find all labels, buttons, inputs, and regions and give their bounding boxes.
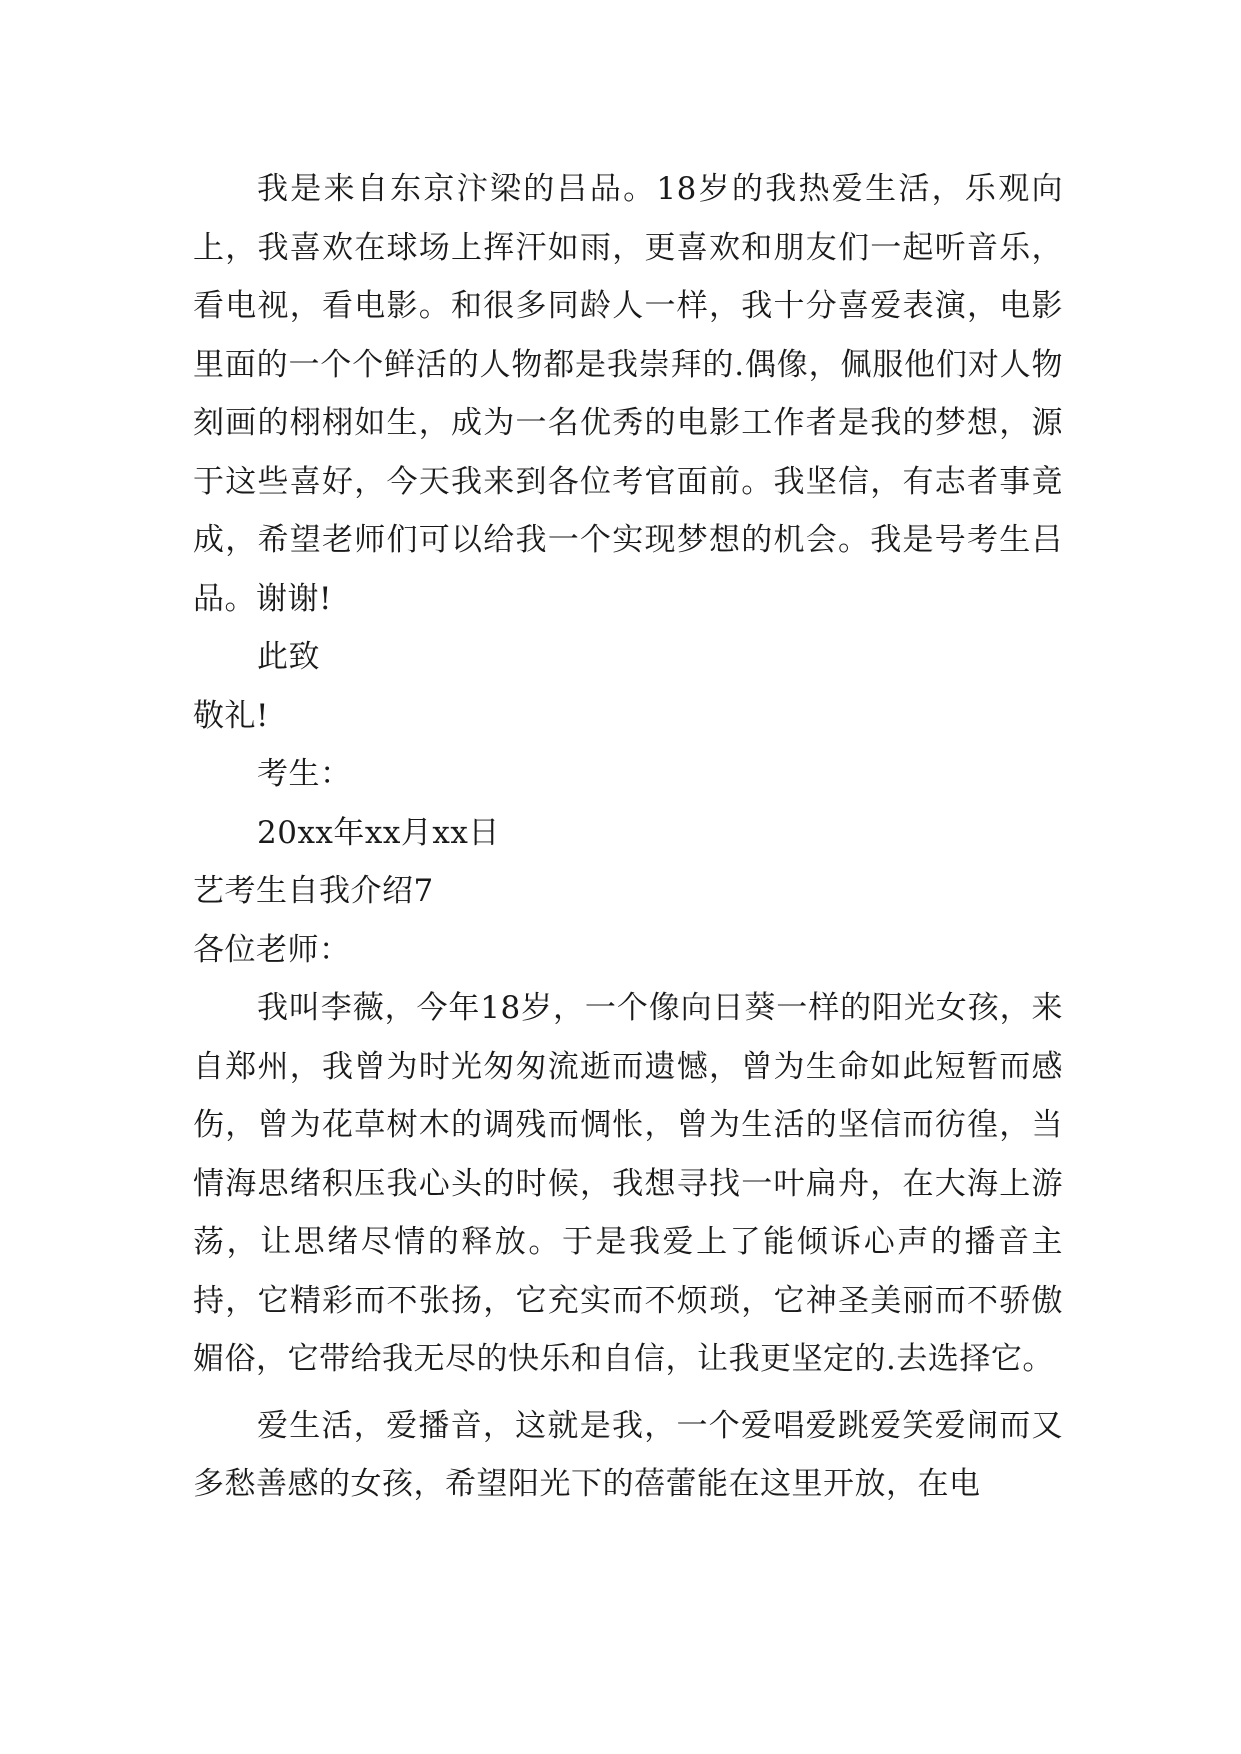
intro-paragraph-3: 爱生活，爱播音，这就是我，一个爱唱爱跳爱笑爱闹而又多愁善感的女孩，希望阳光下的蓓蕾能在这里开放，在电 — [193, 1407, 1063, 1502]
signature-label: 考生： — [257, 756, 352, 792]
intro-paragraph-1: 我是来自东京汴梁的吕品。18岁的我热爱生活，乐观向上，我喜欢在球场上挥汗如雨，更喜欢和朋友们一起听音乐，看电视，看电影。和很多同龄人一样，我十分喜爱表演，电影里面的一个个鲜活的人物都是我崇拜的.偶像，佩服他们对人物刻画的栩栩如生，成为一名优秀的电影工作者是我的梦想，源于这些喜好，今天我来到各位考官面前。我坚信，有志者事竟成，希望老师们可以给我一个实现梦想的机会。我是号考生吕品。谢谢! — [193, 171, 1063, 617]
intro-paragraph-2: 我叫李薇，今年18岁，一个像向日葵一样的阳光女孩，来自郑州，我曾为时光匆匆流逝而遗憾，曾为生命如此短暂而感伤，曾为花草树木的调残而惆怅，曾为生活的坚信而彷徨，当情海思绪积压我心头的时候，我想寻找一叶扁舟，在大海上游荡，让思绪尽情的释放。于是我爱上了能倾诉心声的播音主持，它精彩而不张扬，它充实而不烦琐，它神圣美丽而不骄傲媚俗，它带给我无尽的快乐和自信，让我更坚定的.去选择它。 — [193, 990, 1063, 1377]
date-line: 20xx年xx月xx日 — [257, 814, 500, 851]
salutation-line: 此致 — [257, 639, 320, 675]
document-body — [193, 160, 1063, 1514]
closing-line: 敬礼! — [193, 697, 269, 734]
section-heading: 艺考生自我介绍7 — [193, 873, 434, 909]
greeting-line: 各位老师： — [193, 931, 351, 968]
